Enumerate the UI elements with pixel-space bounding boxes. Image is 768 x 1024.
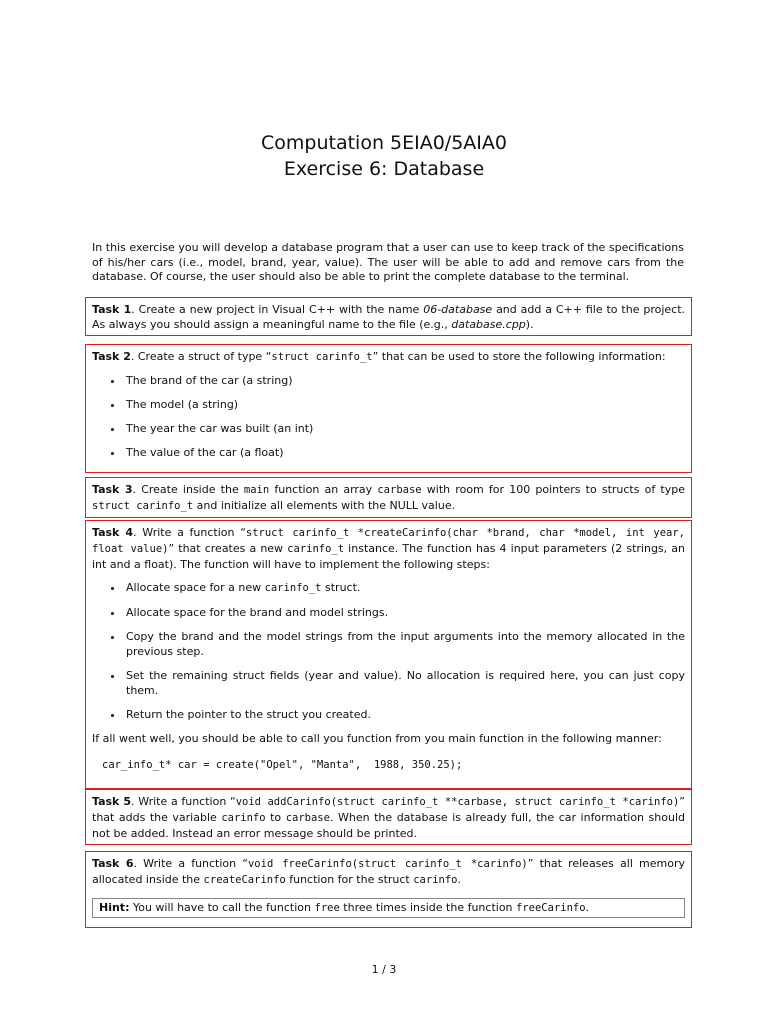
code-inline: carinfo [221, 812, 266, 824]
text: with room for 100 pointers to structs of type [421, 483, 685, 496]
task-label: Task 6 [92, 857, 134, 870]
steps-list [92, 580, 685, 722]
code-inline: void addCarinfo(struct carinfo_t **carbase, struct carinfo_t *carinfo) [235, 796, 680, 808]
text: ). [525, 318, 534, 331]
list-item: • The model (a string) [124, 397, 685, 412]
code-inline: createCarinfo [203, 874, 286, 886]
text: function for the struct [285, 873, 414, 886]
project-name: 06-database [423, 303, 493, 316]
task-label: Task 5 [92, 795, 132, 808]
text: and initialize all elements with the NULL value. [193, 499, 456, 512]
text: function an array [269, 483, 378, 496]
code-inline: free [314, 902, 340, 914]
list-item: • The brand of the car (a string) [124, 373, 685, 388]
text: . Write a function “ [133, 526, 246, 539]
list-item: • Allocate space for the brand and model strings. [124, 605, 685, 620]
task-3-box [85, 477, 692, 518]
hint-box [92, 898, 685, 918]
field-list [92, 373, 685, 460]
task-label: Task 3 [92, 483, 133, 496]
text: . [457, 873, 461, 886]
task-4-box [85, 520, 692, 789]
code-inline: carinfo [413, 874, 458, 886]
code-inline: carbase [377, 484, 422, 496]
exercise-title: Exercise 6: Database [283, 158, 485, 180]
intro-paragraph: In this exercise you will develop a database program that a user can use to keep track of the specifications of his/her cars (i.e., model, brand, year, value). The user will be able to add and remove cars from the database. Of course, the user should also be able to print the complete database to the terminal. [92, 241, 684, 283]
code-inline: struct carinfo_t [92, 500, 194, 512]
text: . Create a struct of type “ [130, 350, 272, 363]
task-5-box [85, 789, 692, 845]
task-label: Task 1 [92, 303, 132, 316]
text: ” that adds the variable [92, 795, 685, 824]
code-inline: void freeCarinfo(struct carinfo_t *carinfo) [247, 858, 528, 870]
code-inline: freeCarinfo [516, 902, 586, 914]
list-item: • Copy the brand and the model strings from the input arguments into the memory allocated in the previous step. [124, 629, 685, 659]
usage-paragraph: If all went well, you should be able to call you function from you main function in the following manner: [92, 732, 662, 745]
text: . When the database is already full, the car information should not be added. Instead an error message should be printed. [92, 811, 685, 840]
text: struct. [321, 581, 361, 594]
code-inline: struct carinfo_t [271, 351, 373, 363]
page-number: 1 / 3 [371, 963, 397, 976]
course-title: Computation 5EIA0/5AIA0 [261, 132, 507, 154]
list-item: • Set the remaining struct fields (year and value). No allocation is required here, you can just copy them. [124, 668, 685, 698]
hint-label: Hint: [99, 901, 130, 914]
code-inline: carbase [285, 812, 330, 824]
text: . [585, 901, 590, 914]
text: three times inside the function [339, 901, 517, 914]
code-inline: main [243, 484, 270, 496]
text: Allocate space for a new [126, 581, 265, 594]
text: ” that can be used to store the following information: [372, 350, 666, 363]
task-label: Task 2 [92, 350, 131, 363]
task-label: Task 4 [92, 526, 134, 539]
text: . Create inside the [132, 483, 244, 496]
code-block: car_info_t* car = create("Opel", "Manta", 1988, 350.25); [102, 759, 463, 771]
list-item: • The value of the car (a float) [124, 445, 685, 460]
file-name: database.cpp [451, 318, 526, 331]
text: instance. The function has 4 input parameters (2 strings, an int and a float). The function will have to implement the following steps: [92, 542, 685, 571]
list-item: • Return the pointer to the struct you created. [124, 707, 685, 722]
document-title [0, 130, 768, 182]
text: and add a C++ file to the project. As always you should assign a meaningful name to the file (e.g., [92, 303, 686, 331]
text: to [265, 811, 286, 824]
text: You will have to call the function [129, 901, 315, 914]
text: ” that creates a new [168, 542, 288, 555]
list-item: • The year the car was built (an int) [124, 421, 685, 436]
code-inline: carinfo_t [287, 543, 345, 555]
task-1-box [85, 297, 692, 336]
code-inline: carinfo_t [264, 582, 322, 594]
code-inline: struct carinfo_t *createCarinfo(char *brand, char *model, int year, float value) [92, 527, 686, 555]
text: . Write a function “ [131, 795, 236, 808]
list-item [124, 580, 685, 596]
text: . Create a new project in Visual C++ with the name [131, 303, 424, 316]
text: . Write a function “ [133, 857, 248, 870]
task-6-box [85, 851, 692, 928]
task-2-box [85, 344, 692, 473]
text: ” that releases all memory allocated inside the [92, 857, 686, 886]
